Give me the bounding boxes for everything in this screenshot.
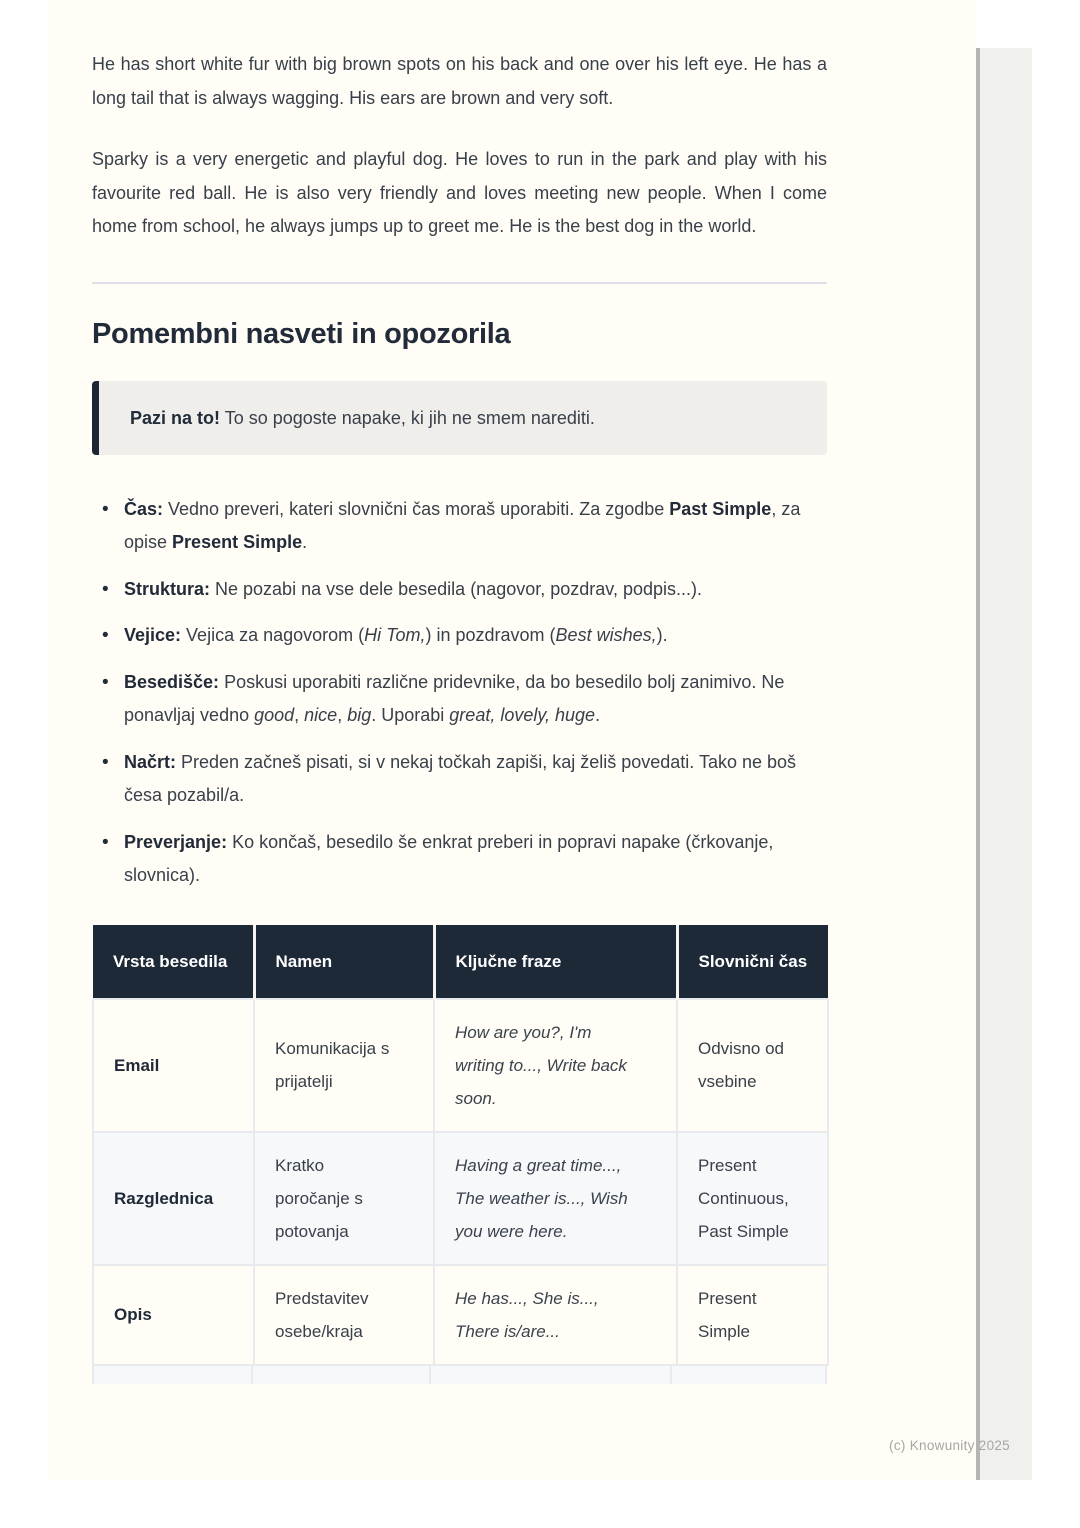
table-header-cell: Slovnični čas <box>677 925 828 999</box>
cell-vrsta-besedila: Razglednica <box>93 1132 254 1265</box>
tips-list <box>92 493 827 893</box>
document-page <box>48 0 976 1480</box>
tip-item: • Vejice: Vejica za nagovorom (Hi Tom,) in pozdravom (Best wishes,). <box>92 619 827 653</box>
intro-paragraph-1: He has short white fur with big brown spots on his back and one over his left eye. He has a long tail that is always wagging. His ears are brown and very soft. <box>92 54 827 108</box>
warning-callout-body: To so pogoste napake, ki jih ne smem narediti. <box>220 407 595 428</box>
cell-kljucne-fraze: He has..., She is..., There is/are... <box>434 1265 677 1365</box>
cell-slovnicni-cas: Present Continuous, Past Simple <box>677 1132 828 1265</box>
cell-kljucne-fraze: How are you?, I'm writing to..., Write back soon. <box>434 999 677 1132</box>
table-row-partial <box>92 1366 827 1384</box>
tip-item: • Struktura: Ne pozabi na vse dele besedila (nagovor, pozdrav, podpis...). <box>92 573 827 607</box>
tip-item: • Preverjanje: Ko končaš, besedilo še enkrat preberi in popravi napake (črkovanje, slovnica). <box>92 826 827 893</box>
tip-item: • Besedišče: Poskusi uporabiti različne pridevnike, da bo besedilo bolj zanimivo. Ne ponavljaj vedno good, nice, big. Uporabi great, lovely, huge. <box>92 666 827 733</box>
scrollbar-track[interactable] <box>976 48 1032 1480</box>
cell-namen: Komunikacija s prijatelji <box>254 999 434 1132</box>
cell-vrsta-besedila: Opis <box>93 1265 254 1365</box>
warning-callout-text <box>130 403 803 433</box>
table-header-cell: Namen <box>254 925 434 999</box>
table-header-cell: Vrsta besedila <box>93 925 254 999</box>
warning-callout <box>92 381 827 455</box>
table-row <box>93 999 828 1132</box>
cell-namen: Predstavitev osebe/kraja <box>254 1265 434 1365</box>
intro-paragraph-2: Sparky is a very energetic and playful dog. He loves to run in the park and play with his favourite red ball. He is also very friendly and loves meeting new people. When I come home from school, he always jumps up to greet me. He is the best dog in the world. <box>92 149 827 236</box>
table-header-cell: Ključne fraze <box>434 925 677 999</box>
cell-vrsta-besedila: Email <box>93 999 254 1132</box>
table-row <box>93 1132 828 1265</box>
cell-kljucne-fraze: Having a great time..., The weather is..., Wish you were here. <box>434 1132 677 1265</box>
page-content <box>92 0 827 1384</box>
table-header-row <box>93 925 828 999</box>
section-divider <box>92 282 827 284</box>
table-row <box>93 1265 828 1365</box>
tip-item: • Načrt: Preden začneš pisati, si v nekaj točkah zapiši, kaj želiš povedati. Tako ne boš česa pozabil/a. <box>92 746 827 813</box>
warning-callout-lead: Pazi na to! <box>130 407 221 428</box>
tip-item: • Čas: Vedno preveri, kateri slovnični čas moraš uporabiti. Za zgodbe Past Simple, za opise Present Simple. <box>92 493 827 560</box>
cell-slovnicni-cas: Odvisno od vsebine <box>677 999 828 1132</box>
writing-types-table <box>92 925 829 1366</box>
watermark: (c) Knowunity 2025 <box>889 1438 1010 1453</box>
cell-slovnicni-cas: Present Simple <box>677 1265 828 1365</box>
section-title: Pomembni nasveti in opozorila <box>92 317 511 350</box>
cell-namen: Kratko poročanje s potovanja <box>254 1132 434 1265</box>
